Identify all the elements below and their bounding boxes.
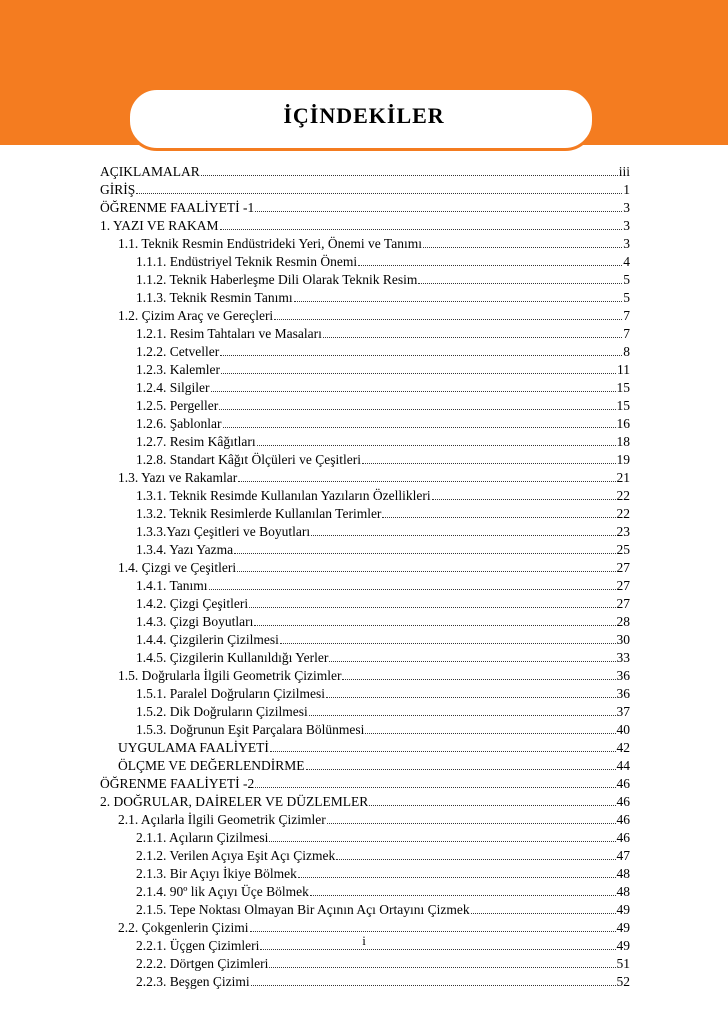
toc-entry[interactable] (100, 793, 630, 811)
toc-entry-label: 1.4.5. Çizgilerin Kullanıldığı Yerler (136, 650, 329, 665)
toc-entry-label: 1. YAZI VE RAKAM (100, 218, 219, 233)
dot-leader (432, 487, 616, 500)
toc-entry[interactable] (100, 595, 630, 613)
dot-leader (221, 361, 616, 374)
dot-leader (280, 631, 616, 644)
toc-entry[interactable] (100, 487, 630, 505)
toc-entry-label: 1.2.2. Cetveller (136, 344, 220, 359)
dot-leader (329, 649, 615, 662)
toc-entry-page: 42 (616, 740, 630, 755)
toc-entry[interactable] (100, 775, 630, 793)
table-of-contents (100, 163, 630, 991)
toc-entry-label: 1.3.3.Yazı Çeşitleri ve Boyutları (136, 524, 311, 539)
toc-entry[interactable] (100, 325, 630, 343)
dot-leader (310, 883, 616, 896)
toc-entry-label: 1.2.3. Kalemler (136, 362, 220, 377)
page-number: i (362, 933, 366, 948)
toc-entry-label: 1.4.4. Çizgilerin Çizilmesi (136, 632, 279, 647)
toc-entry-label: 1.3.2. Teknik Resimlerde Kullanılan Terimler (136, 506, 382, 521)
toc-entry[interactable] (100, 901, 630, 919)
toc-entry-label: 2.1.2. Verilen Açıya Eşit Açı Çizmek (136, 848, 336, 863)
toc-entry-label: ÖLÇME VE DEĞERLENDİRME (118, 758, 305, 773)
toc-entry-page: 11 (617, 362, 630, 377)
toc-entry[interactable] (100, 433, 630, 451)
toc-entry[interactable] (100, 757, 630, 775)
toc-entry-page: 28 (616, 614, 630, 629)
toc-entry-label: 1.4. Çizgi ve Çeşitleri (118, 560, 237, 575)
toc-entry-page: 49 (616, 938, 630, 953)
toc-entry-page: 4 (623, 254, 630, 269)
toc-entry[interactable] (100, 955, 630, 973)
toc-entry-label: 1.3. Yazı ve Rakamlar (118, 470, 238, 485)
toc-entry-label: 1.5.3. Doğrunun Eşit Parçalara Bölünmesi (136, 722, 365, 737)
toc-entry[interactable] (100, 415, 630, 433)
dot-leader (336, 847, 615, 860)
toc-entry-label: 2.1.5. Tepe Noktası Olmayan Bir Açının Açı Ortayını Çizmek (136, 902, 470, 917)
dot-leader (209, 577, 616, 590)
toc-entry-page: 46 (616, 794, 630, 809)
toc-entry-page: 51 (616, 956, 630, 971)
dot-leader (223, 415, 616, 428)
dot-leader (136, 181, 622, 194)
toc-entry[interactable] (100, 469, 630, 487)
dot-leader (220, 343, 622, 356)
dot-leader (255, 199, 622, 212)
toc-entry-label: 2.1. Açılarla İlgili Geometrik Çizimler (118, 812, 326, 827)
toc-entry-page: 8 (623, 344, 630, 359)
dot-leader (274, 307, 622, 320)
toc-entry[interactable] (100, 289, 630, 307)
toc-entry-page: 36 (616, 686, 630, 701)
toc-entry-page: 37 (616, 704, 630, 719)
toc-entry-label: 2.2.2. Dörtgen Çizimleri (136, 956, 269, 971)
toc-entry[interactable] (100, 397, 630, 415)
toc-entry[interactable] (100, 451, 630, 469)
dot-leader (358, 253, 622, 266)
toc-entry-page: 48 (616, 884, 630, 899)
dot-leader (298, 865, 616, 878)
toc-entry-page: 5 (623, 290, 630, 305)
toc-entry-page: iii (618, 164, 630, 179)
toc-entry[interactable] (100, 541, 630, 559)
dot-leader (201, 163, 618, 176)
toc-entry[interactable] (100, 649, 630, 667)
toc-entry-label: 1.2.4. Silgiler (136, 380, 210, 395)
toc-entry-label: ÖĞRENME FAALİYETİ -1 (100, 200, 255, 215)
toc-entry-label: 2.1.3. Bir Açıyı İkiye Bölmek (136, 866, 297, 881)
dot-leader (327, 811, 616, 824)
dot-leader (250, 919, 616, 932)
toc-entry-page: 22 (616, 488, 630, 503)
toc-entry-label: 1.4.2. Çizgi Çeşitleri (136, 596, 249, 611)
toc-entry-page: 21 (616, 470, 630, 485)
toc-entry-label: 1.3.4. Yazı Yazma (136, 542, 234, 557)
toc-entry-page: 15 (616, 398, 630, 413)
toc-entry-page: 40 (616, 722, 630, 737)
toc-entry-label: 1.1.2. Teknik Haberleşme Dili Olarak Teknik Resim (136, 272, 418, 287)
toc-entry-label: 1.2.8. Standart Kâğıt Ölçüleri ve Çeşitleri (136, 452, 361, 467)
toc-entry-page: 27 (616, 578, 630, 593)
dot-leader (471, 901, 616, 914)
dot-leader (269, 829, 615, 842)
toc-entry[interactable] (100, 685, 630, 703)
toc-entry-page: 48 (616, 866, 630, 881)
toc-entry-page: 44 (616, 758, 630, 773)
dot-leader (251, 973, 616, 986)
toc-entry[interactable] (100, 847, 630, 865)
toc-entry[interactable] (100, 181, 630, 199)
toc-entry[interactable] (100, 379, 630, 397)
toc-entry[interactable] (100, 703, 630, 721)
dot-leader (234, 541, 615, 554)
toc-entry-label: 1.2.1. Resim Tahtaları ve Masaları (136, 326, 322, 341)
toc-entry-page: 3 (623, 236, 630, 251)
toc-entry-page: 46 (616, 812, 630, 827)
toc-entry-page: 16 (616, 416, 630, 431)
toc-entry-page: 18 (616, 434, 630, 449)
toc-entry-page: 23 (616, 524, 630, 539)
toc-entry-page: 47 (616, 848, 630, 863)
toc-entry-page: 30 (616, 632, 630, 647)
toc-entry-page: 33 (616, 650, 630, 665)
toc-entry-page: 49 (616, 902, 630, 917)
toc-entry-label: ÖĞRENME FAALİYETİ -2 (100, 776, 255, 791)
toc-entry-label: 1.1.3. Teknik Resmin Tanımı (136, 290, 293, 305)
toc-entry-label: 1.2.6. Şablonlar (136, 416, 222, 431)
toc-entry-label: 1.2.7. Resim Kâğıtları (136, 434, 256, 449)
toc-entry[interactable] (100, 811, 630, 829)
dot-leader (323, 325, 622, 338)
toc-entry[interactable] (100, 829, 630, 847)
toc-entry-page: 52 (616, 974, 630, 989)
dot-leader (294, 289, 623, 302)
toc-entry[interactable] (100, 253, 630, 271)
dot-leader (211, 379, 616, 392)
toc-entry-label: 1.3.1. Teknik Resimde Kullanılan Yazıların Özellikleri (136, 488, 431, 503)
dot-leader (249, 595, 615, 608)
toc-entry-page: 49 (616, 920, 630, 935)
toc-entry-label: 2.2. Çokgenlerin Çizimi (118, 920, 249, 935)
toc-entry-page: 46 (616, 830, 630, 845)
toc-entry-label: 1.2.5. Pergeller (136, 398, 219, 413)
dot-leader (237, 559, 615, 572)
toc-entry-label: 1.4.1. Tanımı (136, 578, 208, 593)
toc-entry-label: 1.5.1. Paralel Doğruların Çizilmesi (136, 686, 325, 701)
toc-entry-label: UYGULAMA FAALİYETİ (118, 740, 269, 755)
dot-leader (326, 685, 616, 698)
toc-entry-label: 2. DOĞRULAR, DAİRELER VE DÜZLEMLER (100, 794, 369, 809)
dot-leader (220, 217, 623, 230)
toc-entry-page: 3 (623, 218, 630, 233)
toc-entry-page: 7 (623, 326, 630, 341)
toc-entry-page: 25 (616, 542, 630, 557)
toc-entry-label: 1.2. Çizim Araç ve Gereçleri (118, 308, 274, 323)
toc-entry-label: 2.1.1. Açıların Çizilmesi (136, 830, 269, 845)
toc-entry-label: 1.5. Doğrularla İlgili Geometrik Çizimler (118, 668, 342, 683)
dot-leader (423, 235, 622, 248)
page-title: İÇİNDEKİLER (283, 103, 445, 128)
toc-entry[interactable] (100, 235, 630, 253)
toc-entry[interactable] (100, 307, 630, 325)
toc-entry[interactable] (100, 613, 630, 631)
toc-entry[interactable] (100, 523, 630, 541)
toc-entry[interactable] (100, 631, 630, 649)
dot-leader (362, 451, 616, 464)
toc-entry[interactable] (100, 667, 630, 685)
toc-entry-page: 22 (616, 506, 630, 521)
toc-entry-page: 7 (623, 308, 630, 323)
toc-entry-label: 2.2.1. Üçgen Çizimleri (136, 938, 260, 953)
toc-entry-label: 1.1. Teknik Resmin Endüstrideki Yeri, Önemi ve Tanımı (118, 236, 422, 251)
toc-entry[interactable] (100, 883, 630, 901)
toc-entry[interactable] (100, 721, 630, 739)
toc-entry[interactable] (100, 559, 630, 577)
toc-entry-page: 27 (616, 596, 630, 611)
toc-entry[interactable] (100, 343, 630, 361)
dot-leader (269, 955, 615, 968)
dot-leader (311, 523, 615, 536)
dot-leader (257, 433, 616, 446)
toc-entry[interactable] (100, 739, 630, 757)
toc-entry-page: 1 (623, 182, 630, 197)
dot-leader (306, 757, 616, 770)
dot-leader (238, 469, 615, 482)
dot-leader (254, 613, 615, 626)
toc-entry[interactable] (100, 271, 630, 289)
toc-entry-label: 1.1.1. Endüstriyel Teknik Resmin Önemi (136, 254, 358, 269)
toc-entry-page: 36 (616, 668, 630, 683)
toc-entry-page: 3 (623, 200, 630, 215)
toc-entry[interactable] (100, 163, 630, 181)
toc-entry-label: AÇIKLAMALAR (100, 164, 200, 179)
toc-entry[interactable] (100, 577, 630, 595)
dot-leader (342, 667, 615, 680)
toc-entry[interactable] (100, 217, 630, 235)
dot-leader (382, 505, 615, 518)
toc-entry-page: 15 (616, 380, 630, 395)
dot-leader (255, 775, 615, 788)
dot-leader (309, 703, 616, 716)
dot-leader (365, 721, 615, 734)
toc-entry[interactable] (100, 199, 630, 217)
toc-entry-label: 2.2.3. Beşgen Çizimi (136, 974, 250, 989)
toc-entry-label: 2.1.4. 90º lik Açıyı Üçe Bölmek (136, 884, 309, 899)
toc-entry-label: 1.5.2. Dik Doğruların Çizilmesi (136, 704, 308, 719)
toc-entry[interactable] (100, 505, 630, 523)
toc-entry-page: 27 (616, 560, 630, 575)
toc-entry-label: 1.4.3. Çizgi Boyutları (136, 614, 254, 629)
dot-leader (418, 271, 622, 284)
dot-leader (219, 397, 615, 410)
dot-leader (369, 793, 615, 806)
toc-entry[interactable] (100, 973, 630, 991)
toc-entry[interactable] (100, 361, 630, 379)
toc-entry-page: 19 (616, 452, 630, 467)
toc-entry-page: 5 (623, 272, 630, 287)
toc-entry-page: 46 (616, 776, 630, 791)
toc-entry[interactable] (100, 865, 630, 883)
dot-leader (270, 739, 616, 752)
toc-entry-label: GİRİŞ (100, 182, 136, 197)
